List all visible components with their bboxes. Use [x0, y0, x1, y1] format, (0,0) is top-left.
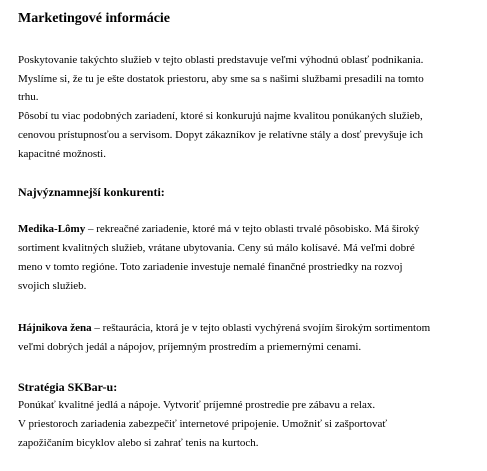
intro-line-6: kapacitné možnosti. [18, 148, 106, 160]
intro-line-2: Myslíme si, že tu je ešte dostatok priestoru, aby sme sa s našimi službami presadili na tomto [18, 73, 424, 85]
competitor-hajnikova-line-1 [18, 320, 430, 336]
intro-line-1: Poskytovanie takýchto služieb v tejto oblasti predstavuje veľmi výhodnú oblasť podnikania. [18, 54, 424, 66]
competitor-hajnikova-desc: – reštaurácia, ktorá je v tejto oblasti vychýrená svojím širokým sortimentom [91, 322, 431, 334]
strategy-heading: Stratégia SKBar-u: [18, 380, 118, 394]
competitor-medika-line-4: svojich služieb. [18, 280, 87, 292]
competitor-medika-desc: – rekreačné zariadenie, ktoré má v tejto oblasti trvalé pôsobisko. Má široký [85, 223, 420, 235]
strategy-line-3: zapožičaním bicyklov alebo si zahrať tenis na kurtoch. [18, 437, 259, 449]
competitor-medika-line-1 [18, 221, 419, 237]
strategy-line-1: Ponúkať kvalitné jedlá a nápoje. Vytvoriť príjemné prostredie pre zábavu a relax. [18, 399, 376, 411]
strategy-line-2: V priestoroch zariadenia zabezpečiť internetové pripojenie. Umožniť si zašportovať [18, 418, 388, 430]
intro-line-5: cenovou prístupnosťou a servisom. Dopyt zákazníkov je relatívne stály a dosť prevyšuje ich [18, 129, 423, 141]
competitor-medika-line-2: sortiment kvalitných služieb, vrátane ubytovania. Ceny sú málo kolísavé. Má veľmi dobré [18, 242, 415, 254]
competitor-medika-name: Medika-Lômy [18, 223, 86, 235]
competitor-hajnikova-name: Hájnikova žena [18, 322, 92, 334]
competitor-hajnikova-line-2: veľmi dobrých jedál a nápojov, príjemným prostredím a priemernými cenami. [18, 341, 362, 353]
competitor-medika-line-3: meno v tomto regióne. Toto zariadenie investuje nemalé finančné prostriedky na rozvoj [18, 261, 403, 273]
competitors-heading: Najvýznamnejší konkurenti: [18, 185, 165, 199]
intro-line-4: Pôsobí tu viac podobných zariadení, ktoré si konkurujú najme kvalitou ponúkaných služieb, [18, 110, 423, 122]
intro-line-3: trhu. [18, 91, 39, 103]
document-title: Marketingové informácie [18, 11, 171, 26]
